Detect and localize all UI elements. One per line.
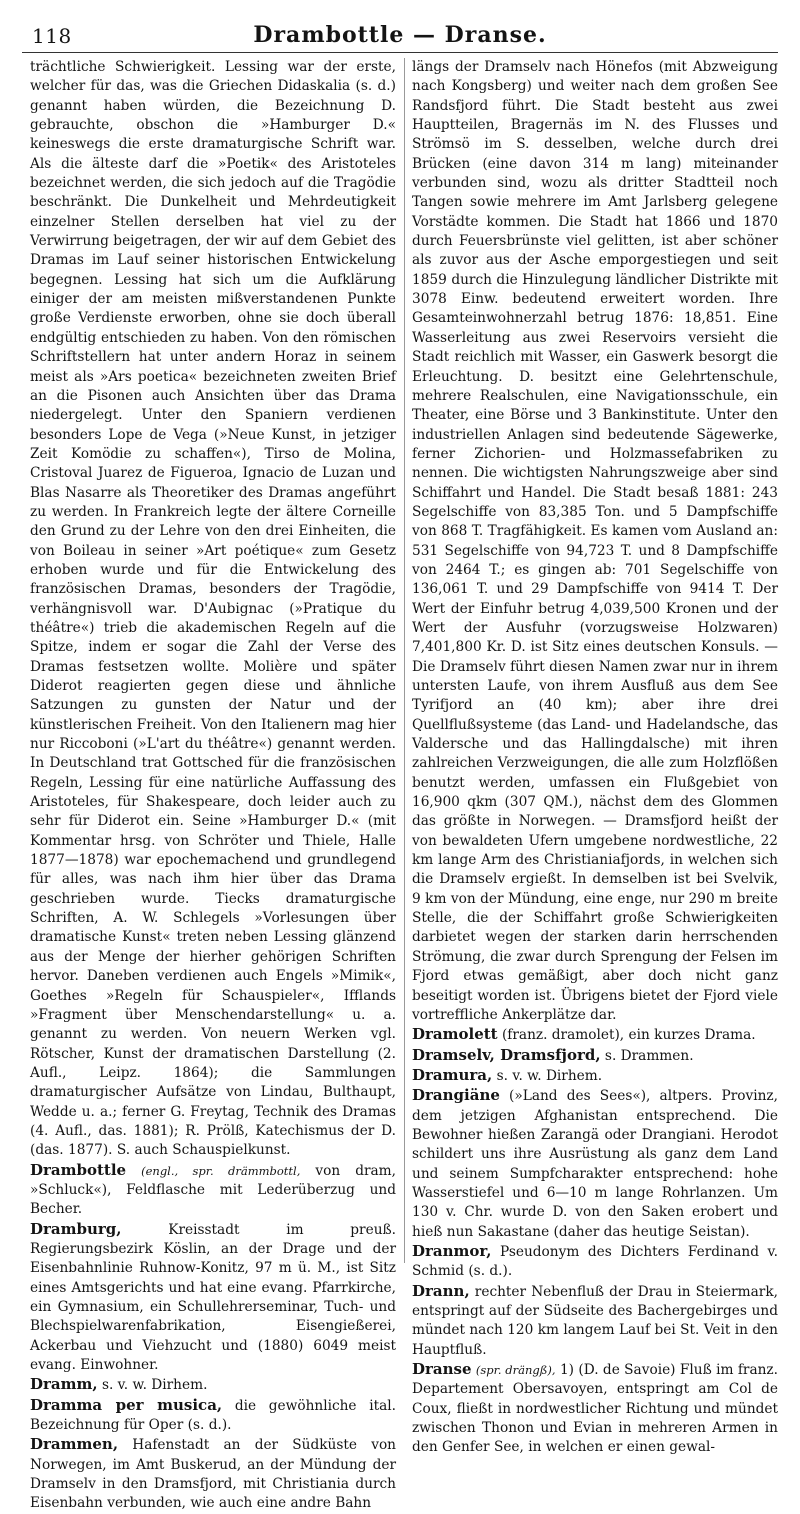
lemma: Dramselv, Dramsfjord, <box>412 1045 601 1064</box>
entry-dramma-per-musica <box>30 1396 396 1436</box>
lemma: Dramolett <box>412 1025 498 1044</box>
entry-dranse <box>412 1360 778 1458</box>
entry-text: von dram, »Schluck«), Feldflasche mit Lederüberzug und Becher. <box>30 1162 396 1218</box>
right-column <box>412 58 778 1458</box>
entry-dramburg <box>30 1220 396 1376</box>
entry-text: (franz. dramolet), ein kurzes Drama. <box>497 1027 756 1044</box>
entry-drann <box>412 1282 778 1360</box>
entry-text: s. Drammen. <box>600 1047 694 1064</box>
entry-text: die gewöhnliche ital. Bezeichnung für Oper (s. d.). <box>30 1397 396 1434</box>
pronunciation: (spr. drängß), <box>475 1363 556 1378</box>
entry-drangiane <box>412 1086 778 1242</box>
entry-text: Hafenstadt an der Südküste von Norwegen, im Amt Buskerud, an der Mündung der Dramselv in den Dramsfjord, mit Christiania durch Eisenbahn verbunden, wie auch eine andre Bahn <box>30 1437 396 1512</box>
lemma: Drangiäne <box>412 1086 500 1105</box>
entry-text: Pseudonym des Dichters Ferdinand v. Schmid (s. d.). <box>412 1243 778 1280</box>
entry-continuation: trächtliche Schwierigkeit. Lessing war der erste, welcher für das, was die Griechen Didaskalia (s. d.) genannt haben würden, die Bezeichnung D. gebrauchte, obschon die »Hamburger D.« keineswegs die erste dramaturgische Schrift war. Als die älteste darf die »Poetik« des Aristoteles bezeichnet werden, die sich jedoch auf die Tragödie beschränkt. Die Dunkelheit und Mehrdeutigkeit einzelner Stellen derselben hat viel zu der Verwirrung beigetragen, der wir auf dem Gebiet des Dramas im Lauf seiner historischen Entwickelung begegnen. Lessing hat sich um die Aufklärung einiger der am meisten mißverstandenen Punkte große Verdienste erworben, ohne sie doch überall endgültig entschieden zu haben. Von den römischen Schriftstellern hat unter andern Horaz in seinem meist als »Ars poetica« bezeichneten zweiten Brief an die Pisonen auch Ansichten über das Drama niedergelegt. Unter den Spaniern verdienen besonders Lope de Vega (»Neue Kunst, in jetziger Zeit Komödie zu schaffen«), Tirso de Molina, Cristoval Juarez de Figueroa, Ignacio de Luzan und Blas Nasarre als Theoretiker des Dramas angeführt zu werden. In Frankreich legte der ältere Corneille den Grund zu der Lehre von den drei Einheiten, die von Boileau in seiner »Art poétique« zum Gesetz erhoben wurde und für die Entwickelung des französischen Dramas, besonders der Tragödie, verhängnisvoll war. D'Aubignac (»Pratique du théâtre«) trieb die akademischen Regeln auf die Spitze, indem er sogar die Zahl der Verse des Dramas festsetzen wollte. Molière und später Diderot reagierten gegen diese und ähnliche Satzungen zu gunsten der Natur und der künstlerischen Freiheit. Von den Italienern mag hier nur Riccoboni (»L'art du théâtre«) genannt werden. In Deutschland trat Gottsched für die französischen Regeln, Lessing für eine natürliche Auffassung des Aristoteles, für Shakespeare, doch leider auch zu sehr für Diderot ein. Seine »Hamburger D.« (mit Kommentar hrsg. von Schröter und Thiele, Halle 1877—1878) war epochemachend und grundlegend für alles, was nach ihm hier über das Drama geschrieben wurde. Tiecks dramaturgische Schriften, A. W. Schlegels »Vorlesungen über dramatische Kunst« treten neben Lessing glänzend aus der Menge der hierher gehörigen Schriften hervor. Daneben verdienen auch Engels »Mimik«, Goethes »Regeln für Schauspieler«, Ifflands »Fragment über Menschendarstellung« u. a. genannt zu werden. Von neuern Werken vgl. Rötscher, Kunst der dramatischen Darstellung (2. Aufl., Leipz. 1864); die Sammlungen dramaturgischer Aufsätze von Lindau, Bulthaupt, Wedde u. a.; ferner G. Freytag, Technik des Dramas (4. Aufl., das. 1881); R. Prölß, Katechismus der D. (das. 1877). S. auch Schauspielkunst. <box>30 59 396 1159</box>
lemma: Drammen, <box>30 1435 119 1454</box>
entry-dramura <box>412 1066 778 1086</box>
page-header <box>22 18 778 52</box>
entry-drambottle <box>30 1161 396 1220</box>
lemma: Dramm, <box>30 1375 98 1394</box>
entry-text: Kreisstadt im preuß. Regierungsbezirk Köslin, an der Drage und der Eisenbahnlinie Ruhnow-Konitz, 97 m ü. M., ist Sitz eines Amtsgerichts und hat eine evang. Pfarrkirche, ein Gymnasium, ein Schullehrerseminar, Tuch- und Blechspielwarenfabrikation, Eisengießerei, Ackerbau und Viehzucht und (1880) 6049 meist evang. Einwohner. <box>30 1221 396 1374</box>
lemma: Dranmor, <box>412 1241 492 1260</box>
header-rule <box>22 52 778 53</box>
lemma: Dramburg, <box>30 1219 122 1238</box>
left-column <box>30 58 396 1514</box>
entry-dramselv <box>412 1046 778 1066</box>
lemma: Dramma per musica, <box>30 1395 223 1414</box>
entry-text: s. v. w. Dirhem. <box>97 1377 208 1394</box>
page-number: 118 <box>32 24 72 48</box>
lemma: Drann, <box>412 1281 470 1300</box>
entry-dramolett <box>412 1025 778 1045</box>
entry-dramm <box>30 1375 396 1395</box>
entry-text: s. v. w. Dirhem. <box>492 1067 603 1084</box>
lemma: Dranse <box>412 1360 472 1379</box>
pronunciation: (engl., spr. drämmbottl, <box>141 1163 301 1178</box>
lemma: Dramura, <box>412 1065 493 1084</box>
entry-text: (»Land des Sees«), altpers. Provinz, dem jetzigen Afghanistan entsprechend. Die Bewohner hießen Zarangä oder Drangiani. Herodot schildert uns ihre Ausrüstung als ganz dem Land und seinem Sumpfcharakter entsprechend: hohe Wasserstiefel und 6—10 m lange Rohrlanzen. Um 130 v. Chr. wurde D. von den Saken erobert und hieß nun Sakastane (daher das heutige Seistan). <box>412 1088 778 1240</box>
running-title: Drambottle — Dranse. <box>253 22 547 48</box>
lemma: Drambottle <box>30 1160 127 1179</box>
entry-dranmor <box>412 1242 778 1282</box>
entry-text: 1) (D. de Savoie) Fluß im franz. Departement Obersavoyen, entspringt am Col de Coux, fließt in nordwestlicher Richtung und mündet zwischen Thonon und Evian in mehreren Armen in den Genfer See, in welchen er einen gewal- <box>412 1362 778 1456</box>
entry-drammen <box>30 1435 396 1513</box>
column-divider <box>404 58 405 1263</box>
entry-continuation: längs der Dramselv nach Hönefos (mit Abzweigung nach Kongsberg) und weiter nach dem großen See Randsfjord führt. Die Stadt besteht aus zwei Hauptteilen, Bragernäs im N. des Flusses und Strömsö im S. desselben, welche durch drei Brücken (eine davon 314 m lang) miteinander verbunden sind, wozu als dritter Stadtteil noch Tangen sowie mehrere im Amt Jarlsberg gelegene Vorstädte kommen. Die Stadt hat 1866 und 1870 durch Feuersbrünste viel gelitten, ist aber schöner als zuvor aus der Asche emporgestiegen und seit 1859 durch die Hinzulegung ländlicher Distrikte mit 3078 Einw. bedeutend erweitert worden. Ihre Gesamteinwohnerzahl betrug 1876: 18,851. Eine Wasserleitung aus zwei Reservoirs versieht die Stadt reichlich mit Wasser, ein Gaswerk besorgt die Erleuchtung. D. besitzt eine Gelehrtenschule, mehrere Realschulen, eine Navigationsschule, ein Theater, eine Börse und 3 Bankinstitute. Unter den industriellen Anlagen sind bedeutende Sägewerke, ferner Zichorien- und Holzmassefabriken zu nennen. Die wichtigsten Nahrungszweige aber sind Schiffahrt und Handel. Die Stadt besaß 1881: 243 Segelschiffe von 83,385 Ton. und 5 Dampfschiffe von 868 T. Tragfähigkeit. Es kamen vom Ausland an: 531 Segelschiffe von 94,723 T. und 8 Dampfschiffe von 2464 T.; es gingen ab: 701 Segelschiffe von 136,061 T. und 29 Dampfschiffe von 9414 T. Der Wert der Einfuhr betrug 4,039,500 Kronen und der Wert der Ausfuhr (vorzugsweise Holzwaren) 7,401,800 Kr. D. ist Sitz eines deutschen Konsuls. — Die Dramselv führt diesen Namen zwar nur in ihrem untersten Laufe, von ihrem Ausfluß aus dem See Tyrifjord an (40 km); aber ihre drei Quellflußsysteme (das Land- und Hadelandsche, das Valdersche und das Hallingdalsche) mit ihren zahlreichen Verzweigungen, die alle zum Holzflößen benutzt werden, umfassen ein Flußgebiet von 16,900 qkm (307 QM.), nächst dem des Glommen das größte in Norwegen. — Dramsfjord heißt der von bewaldeten Ufern umgebene nordwestliche, 22 km lange Arm des Christianiafjords, in welchen sich die Dramselv ergießt. In demselben ist bei Svelvik, 9 km von der Mündung, eine enge, nur 290 m breite Stelle, die der Schiffahrt große Schwierigkeiten darbietet wegen der starken darin herrschenden Strömung, die zwar durch Sprengung der Felsen im Fjord etwas gemäßigt, aber doch nicht ganz beseitigt worden ist. Übrigens bietet der Fjord viele vortreffliche Ankerplätze dar. <box>412 59 778 1023</box>
entry-text: rechter Nebenfluß der Drau in Steiermark, entspringt auf der Südseite des Bachergebirges und mündet nach 120 km langem Lauf bei St. Veit in den Hauptfluß. <box>412 1283 778 1358</box>
